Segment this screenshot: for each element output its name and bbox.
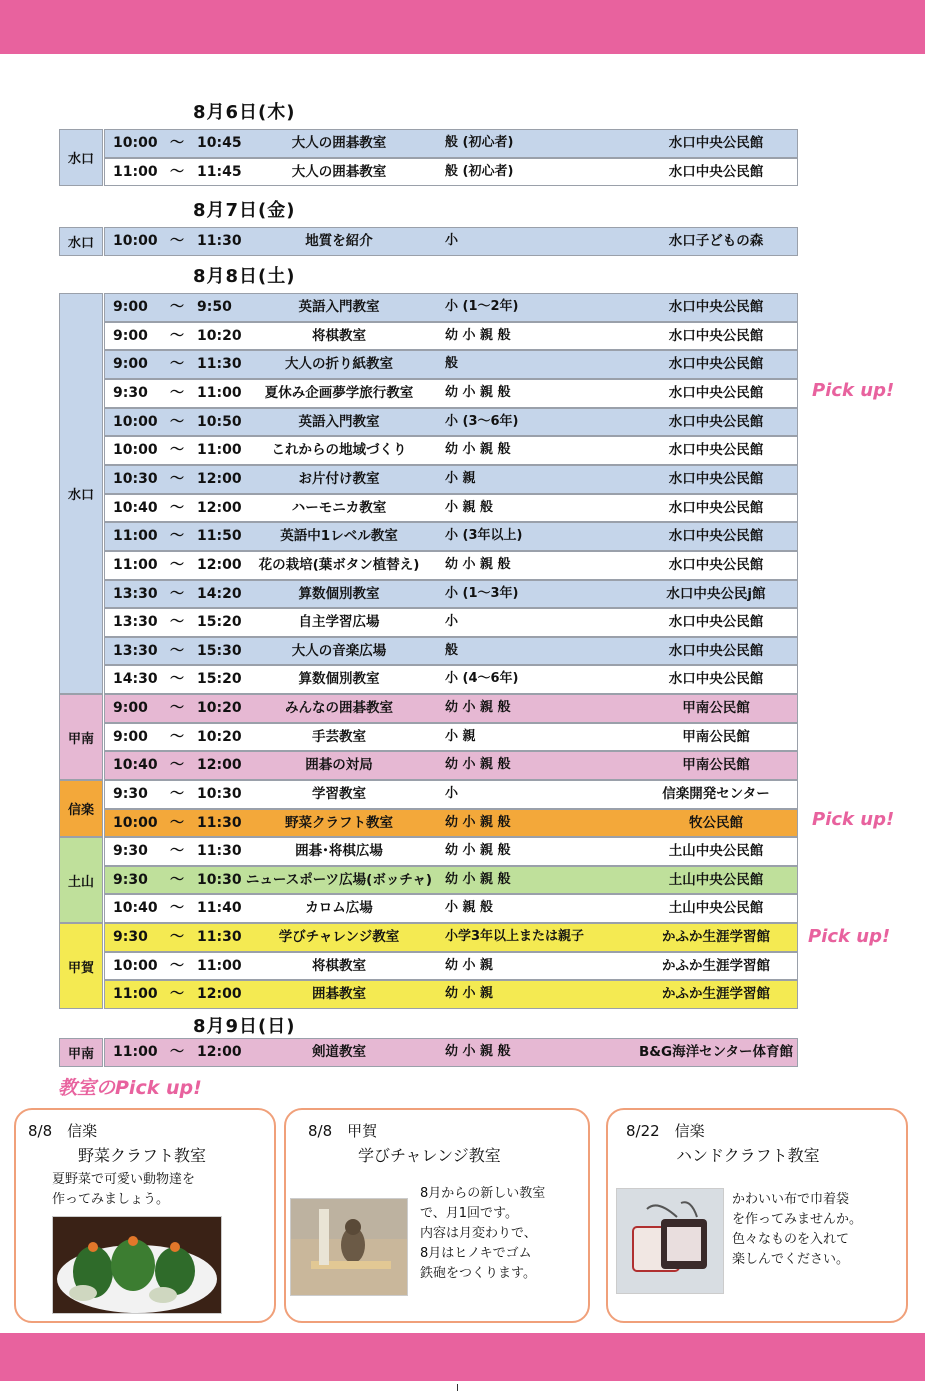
schedule-row [104, 665, 798, 694]
time-separator: ～ [170, 328, 184, 344]
time-separator: ～ [170, 786, 184, 802]
schedule-row [104, 1038, 798, 1067]
class-title: これからの地域づくり [271, 442, 407, 458]
start-time: 9:30 [113, 843, 148, 859]
target-audience: 小学3年以上または親子 [445, 929, 585, 944]
target-audience: 小 (3年以上) [445, 528, 523, 543]
schedule-row [104, 350, 798, 379]
time-separator: ～ [170, 958, 184, 974]
venue: 水口中央公民館 [668, 442, 764, 458]
schedule-row [104, 952, 798, 980]
venue: 土山中央公民館 [668, 843, 764, 859]
end-time: 11:00 [197, 958, 242, 974]
schedule-row [104, 465, 798, 494]
end-time: 11:00 [197, 385, 242, 401]
class-title: 手芸教室 [312, 729, 366, 745]
target-audience: 小 [445, 233, 459, 248]
venue: 甲南公民館 [682, 757, 750, 773]
end-time: 12:00 [197, 500, 242, 516]
end-time: 10:20 [197, 729, 242, 745]
end-time: 11:30 [197, 815, 242, 831]
date-heading: 8月6日(木) [193, 102, 296, 123]
start-time: 10:40 [113, 757, 158, 773]
start-time: 10:00 [113, 135, 158, 151]
class-title: 囲碁の対局 [305, 757, 373, 773]
pickup-card [606, 1108, 908, 1323]
start-time: 9:00 [113, 328, 148, 344]
area-group [59, 837, 798, 923]
class-title: 英語入門教室 [298, 414, 380, 430]
class-title: 囲碁教室 [312, 986, 366, 1002]
end-time: 14:20 [197, 586, 242, 602]
venue: B&G海洋センター体育館 [638, 1044, 794, 1060]
end-time: 10:45 [197, 135, 242, 151]
area-label: 土山 [59, 837, 103, 923]
date-heading: 8月7日(金) [193, 200, 296, 221]
start-time: 9:30 [113, 385, 148, 401]
schedule-row [104, 322, 798, 350]
target-audience: 般 (初心者) [445, 164, 514, 179]
target-audience: 幼 小 親 [445, 958, 494, 973]
card-date-area: 8/8 信楽 [28, 1122, 98, 1140]
area-group [59, 1038, 798, 1067]
pickup-label: Pick up! [808, 926, 891, 947]
schedule-row [104, 379, 798, 408]
target-audience: 小 (1～2年) [445, 299, 519, 314]
target-audience: 般 [445, 356, 459, 371]
start-time: 10:00 [113, 815, 158, 831]
target-audience: 幼 小 親 般 [445, 442, 511, 457]
start-time: 14:30 [113, 671, 158, 687]
area-group [59, 694, 798, 780]
time-separator: ～ [170, 164, 184, 180]
target-audience: 小 (1～3年) [445, 586, 519, 601]
venue: 水口中央公民館 [668, 299, 764, 315]
start-time: 11:00 [113, 557, 158, 573]
end-time: 12:00 [197, 557, 242, 573]
schedule-row [104, 580, 798, 608]
end-time: 12:00 [197, 986, 242, 1002]
start-time: 11:00 [113, 986, 158, 1002]
target-audience: 小 (4～6年) [445, 671, 519, 686]
class-title: 英語中1レベル教室 [280, 528, 398, 544]
time-separator: ～ [170, 986, 184, 1002]
start-time: 11:00 [113, 528, 158, 544]
class-title: 野菜クラフト教室 [285, 815, 393, 831]
area-label: 甲賀 [59, 923, 103, 1009]
venue: 水口中央公民館 [668, 614, 764, 630]
start-time: 9:00 [113, 356, 148, 372]
pickup-label: Pick up! [812, 809, 895, 830]
schedule-row [104, 723, 798, 751]
schedule-row [104, 408, 798, 436]
end-time: 10:50 [197, 414, 242, 430]
card-title: 学びチャレンジ教室 [358, 1146, 501, 1165]
end-time: 12:00 [197, 471, 242, 487]
target-audience: 小 親 般 [445, 900, 494, 915]
time-separator: ～ [170, 385, 184, 401]
venue: 牧公民館 [689, 815, 743, 831]
start-time: 10:40 [113, 500, 158, 516]
venue: かふか生涯学習館 [662, 958, 770, 974]
schedule-row [104, 129, 798, 158]
schedule-row [104, 494, 798, 522]
area-group [59, 923, 798, 1009]
target-audience: 小 [445, 614, 459, 629]
venue: 水口子どもの森 [668, 233, 764, 249]
target-audience: 小 親 般 [445, 500, 494, 515]
end-time: 11:40 [197, 900, 242, 916]
area-label: 信楽 [59, 780, 103, 837]
class-title: 大人の囲碁教室 [291, 164, 387, 180]
area-group [59, 129, 798, 186]
end-time: 12:00 [197, 757, 242, 773]
start-time: 13:30 [113, 586, 158, 602]
start-time: 10:00 [113, 414, 158, 430]
pickup-card [284, 1108, 590, 1323]
time-separator: ～ [170, 442, 184, 458]
venue: 水口中央公民館 [668, 471, 764, 487]
pickup-label: Pick up! [812, 380, 895, 401]
venue: 水口中央公民j館 [666, 586, 766, 602]
area-group [59, 780, 798, 837]
target-audience: 小 (3～6年) [445, 414, 519, 429]
card-title: ハンドクラフト教室 [676, 1146, 820, 1165]
date-heading: 8月9日(日) [193, 1016, 296, 1037]
venue: 水口中央公民館 [668, 557, 764, 573]
venue: 甲南公民館 [682, 700, 750, 716]
target-audience: 幼 小 親 般 [445, 1044, 511, 1059]
time-separator: ～ [170, 671, 184, 687]
class-title: カロム広場 [305, 900, 373, 916]
end-time: 11:30 [197, 843, 242, 859]
class-title: 剣道教室 [312, 1044, 366, 1060]
time-separator: ～ [170, 557, 184, 573]
pickup-card [14, 1108, 276, 1323]
start-time: 10:00 [113, 233, 158, 249]
start-time: 11:00 [113, 1044, 158, 1060]
area-label: 水口 [59, 227, 103, 256]
schedule-row [104, 436, 798, 465]
venue: 甲南公民館 [682, 729, 750, 745]
class-title: みんなの囲碁教室 [285, 700, 393, 716]
venue: 水口中央公民館 [668, 328, 764, 344]
class-title: 花の栽培(葉ボタン植替え) [258, 557, 420, 573]
end-time: 12:00 [197, 1044, 242, 1060]
time-separator: ～ [170, 700, 184, 716]
time-separator: ～ [170, 471, 184, 487]
class-title: 算数個別教室 [298, 671, 380, 687]
schedule-row [104, 980, 798, 1009]
end-time: 11:30 [197, 233, 242, 249]
start-time: 9:30 [113, 872, 148, 888]
class-title: ニュースポーツ広場(ボッチャ) [245, 872, 433, 888]
target-audience: 幼 小 親 般 [445, 757, 511, 772]
time-separator: ～ [170, 1044, 184, 1060]
end-time: 11:45 [197, 164, 242, 180]
end-time: 10:20 [197, 700, 242, 716]
card-title: 野菜クラフト教室 [78, 1146, 207, 1165]
date-heading: 8月8日(土) [193, 266, 296, 287]
start-time: 9:00 [113, 700, 148, 716]
class-title: 囲碁･将棋広場 [295, 843, 383, 859]
class-title: 大人の音楽広場 [291, 643, 387, 659]
schedule-row [104, 608, 798, 637]
end-time: 11:50 [197, 528, 242, 544]
time-separator: ～ [170, 414, 184, 430]
class-title: 大人の折り紙教室 [285, 356, 393, 372]
start-time: 10:30 [113, 471, 158, 487]
venue: 水口中央公民館 [668, 135, 764, 151]
target-audience: 幼 小 親 般 [445, 843, 511, 858]
schedule-row [104, 894, 798, 923]
class-title: ハーモニカ教室 [291, 500, 387, 516]
vegetable-craft-photo [52, 1216, 222, 1314]
time-separator: ～ [170, 528, 184, 544]
schedule-row [104, 837, 798, 866]
start-time: 9:30 [113, 786, 148, 802]
top-band [0, 0, 925, 54]
schedule-row [104, 522, 798, 551]
target-audience: 小 親 [445, 729, 476, 744]
card-body: かわいい布で巾着袋 を作ってみませんか。 色々なものを入れて 楽しんでください。 [732, 1192, 863, 1267]
start-time: 10:00 [113, 958, 158, 974]
center-mark [457, 1384, 458, 1391]
class-title: 大人の囲碁教室 [291, 135, 387, 151]
time-separator: ～ [170, 757, 184, 773]
venue: 信楽開発センター [662, 786, 770, 802]
end-time: 15:30 [197, 643, 242, 659]
start-time: 13:30 [113, 643, 158, 659]
venue: 水口中央公民館 [668, 643, 764, 659]
venue: 水口中央公民館 [668, 671, 764, 687]
target-audience: 幼 小 親 [445, 986, 494, 1001]
schedule-row [104, 809, 798, 837]
time-separator: ～ [170, 586, 184, 602]
start-time: 9:00 [113, 299, 148, 315]
target-audience: 般 (初心者) [445, 135, 514, 150]
area-label: 甲南 [59, 1038, 103, 1067]
class-title: 将棋教室 [312, 958, 366, 974]
start-time: 10:40 [113, 900, 158, 916]
time-separator: ～ [170, 729, 184, 745]
venue: 水口中央公民館 [668, 500, 764, 516]
schedule-row [104, 780, 798, 809]
class-title: お片付け教室 [298, 471, 380, 487]
end-time: 15:20 [197, 671, 242, 687]
time-separator: ～ [170, 843, 184, 859]
class-title: 算数個別教室 [298, 586, 380, 602]
class-title: 夏休み企画夢学旅行教室 [264, 385, 414, 401]
time-separator: ～ [170, 233, 184, 249]
schedule-row [104, 293, 798, 322]
time-separator: ～ [170, 900, 184, 916]
time-separator: ～ [170, 135, 184, 151]
target-audience: 小 [445, 786, 459, 801]
time-separator: ～ [170, 500, 184, 516]
area-group [59, 227, 798, 256]
class-title: 英語入門教室 [298, 299, 380, 315]
start-time: 13:30 [113, 614, 158, 630]
schedule-row [104, 158, 798, 186]
venue: 土山中央公民館 [668, 900, 764, 916]
end-time: 10:20 [197, 328, 242, 344]
time-separator: ～ [170, 643, 184, 659]
time-separator: ～ [170, 815, 184, 831]
venue: かふか生涯学習館 [662, 929, 770, 945]
end-time: 9:50 [197, 299, 232, 315]
venue: 水口中央公民館 [668, 385, 764, 401]
target-audience: 幼 小 親 般 [445, 872, 511, 887]
drawstring-bag-photo [616, 1188, 724, 1294]
end-time: 11:30 [197, 929, 242, 945]
target-audience: 幼 小 親 般 [445, 328, 511, 343]
start-time: 9:00 [113, 729, 148, 745]
venue: 水口中央公民館 [668, 356, 764, 372]
end-time: 11:00 [197, 442, 242, 458]
target-audience: 幼 小 親 般 [445, 815, 511, 830]
schedule-row [104, 751, 798, 780]
schedule-row [104, 551, 798, 580]
time-separator: ～ [170, 356, 184, 372]
start-time: 9:30 [113, 929, 148, 945]
schedule-row [104, 637, 798, 665]
schedule-row [104, 923, 798, 952]
class-title: 自主学習広場 [298, 614, 380, 630]
schedule-row [104, 866, 798, 894]
venue: 水口中央公民館 [668, 164, 764, 180]
end-time: 11:30 [197, 356, 242, 372]
start-time: 11:00 [113, 164, 158, 180]
bottom-band [0, 1333, 925, 1381]
time-separator: ～ [170, 872, 184, 888]
area-label: 甲南 [59, 694, 103, 780]
end-time: 10:30 [197, 872, 242, 888]
schedule-row [104, 227, 798, 256]
class-title: 学習教室 [312, 786, 366, 802]
card-date-area: 8/8 甲賀 [308, 1122, 378, 1140]
start-time: 10:00 [113, 442, 158, 458]
class-title: 学びチャレンジ教室 [278, 929, 400, 945]
area-group [59, 293, 798, 694]
class-title: 地質を紹介 [305, 233, 373, 249]
target-audience: 般 [445, 643, 459, 658]
card-body: 夏野菜で可愛い動物達を 作ってみましょう。 [52, 1172, 196, 1207]
schedule-row [104, 694, 798, 723]
time-separator: ～ [170, 929, 184, 945]
card-date-area: 8/22 信楽 [626, 1122, 705, 1140]
target-audience: 幼 小 親 般 [445, 700, 511, 715]
wood-toy-photo [290, 1198, 408, 1296]
time-separator: ～ [170, 614, 184, 630]
area-label: 水口 [59, 129, 103, 186]
target-audience: 幼 小 親 般 [445, 385, 511, 400]
time-separator: ～ [170, 299, 184, 315]
card-body: 8月からの新しい教室 で、月1回です。 内容は月変わりで、 8月はヒノキでゴム 鉄砲をつくります。 [420, 1186, 546, 1281]
end-time: 10:30 [197, 786, 242, 802]
venue: 土山中央公民館 [668, 872, 764, 888]
end-time: 15:20 [197, 614, 242, 630]
venue: 水口中央公民館 [668, 414, 764, 430]
target-audience: 小 親 [445, 471, 476, 486]
area-label: 水口 [59, 293, 103, 694]
venue: かふか生涯学習館 [662, 986, 770, 1002]
class-title: 将棋教室 [312, 328, 366, 344]
venue: 水口中央公民館 [668, 528, 764, 544]
pickup-section-title: 教室のPick up! [58, 1077, 202, 1099]
target-audience: 幼 小 親 般 [445, 557, 511, 572]
